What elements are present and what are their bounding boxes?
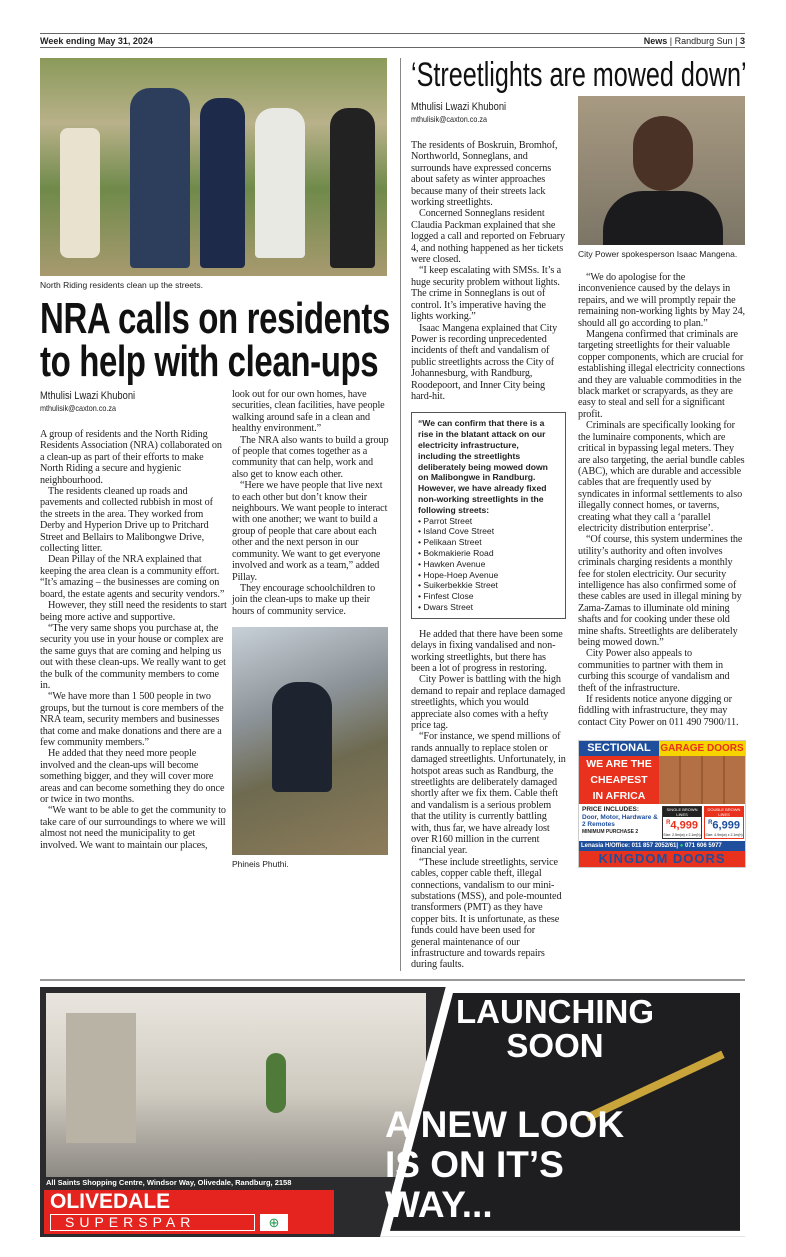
shirt xyxy=(603,191,723,245)
article-column xyxy=(578,272,745,728)
face xyxy=(633,116,693,191)
person-figure xyxy=(272,682,332,792)
paragraph: He added that they need more people involved and the clean-ups will become something bigger, and they will cover more areas and can become something they do once or twice in two months. xyxy=(40,748,225,805)
person-figure xyxy=(130,88,190,268)
page-number: 3 xyxy=(739,35,745,46)
headline-line: to help with clean-ups xyxy=(40,337,379,386)
garage-door-image xyxy=(659,756,745,804)
photo-caption: Phineis Phuthi. xyxy=(232,859,289,870)
street-item: • Parrot Street xyxy=(418,516,559,527)
paragraph: The residents of Boskruin, Bromhof, Northworld, Sonneglans, and surrounds have expressed concerns about safety as winter approaches because many of their streets lack working streetlights. xyxy=(411,140,558,209)
street-item: • Finfest Close xyxy=(418,591,559,602)
person-figure xyxy=(330,108,375,268)
author-email[interactable]: mthulisik@caxton.co.za xyxy=(40,403,117,413)
author-name: Mthulisi Lwazi Khuboni xyxy=(40,390,136,402)
paragraph: Concerned Sonneglans resident Claudia Packman explained that she logged a call and reported on February 4, and nothing happened as her tickets were closed. xyxy=(411,208,566,266)
double-price-box: DOUBLE BROWN LINES $^R$6,999 Size: 4.9m(w) x 2.1m(h) xyxy=(705,807,743,837)
ad-sectional: SECTIONAL xyxy=(579,741,659,756)
cleanup-photo xyxy=(40,58,387,276)
paragraph: look out for our own homes, have securities, clean facilities, have people walking around safe in a clean and healthy environment.” xyxy=(232,389,385,435)
left-article xyxy=(40,58,390,971)
paragraph: “The very same shops you purchase at, the security you use in your house or complex are the same guys that are coming and helping us out with these clean-ups. We really want to get the bulk of the community members to come in. xyxy=(40,622,226,691)
paragraph: A group of residents and the North Riding Residents Association (NRA) collaborated on a clean-up as part of their efforts to make North Riding a secure and hygienic neighbourhood. xyxy=(40,429,222,486)
headline xyxy=(40,294,390,386)
street-item: • Hawken Avenue xyxy=(418,559,559,570)
page-main xyxy=(40,58,745,971)
right-article xyxy=(411,58,745,971)
paragraph: “We have more than 1 500 people in two groups, but the turnout is core members of the NRA team, security members and businesses that come and make donations and there are a few community members.” xyxy=(40,691,224,748)
photo-caption: City Power spokesperson Isaac Mangena. xyxy=(578,249,738,259)
paragraph: Mangena confirmed that criminals are targeting streetlights for their valuable copper components, which are crucial for establishing illegal electricity connections and they are valuable commodities in the black market or scrapyards, as they are easy to steal and sell for a significant profit. xyxy=(578,329,745,420)
spar-tree-icon: ⊕ xyxy=(260,1214,288,1231)
ad-brand: KINGDOM DOORS xyxy=(579,851,745,867)
spar-logo-band xyxy=(44,1190,334,1234)
store-name: OLIVEDALE xyxy=(50,1189,171,1213)
launch-text: LAUNCHING SOON xyxy=(456,992,654,1064)
author-email[interactable]: mthulisik@caxton.co.za xyxy=(411,114,488,124)
paragraph: “Of course, this system undermines the utility’s authority and often involves criminals charging residents a monthly fee for stolen electricity. Our security intelligence has also confirmed some of these cables are used in illegal mining by Zama-Zamas to illuminate old mining shafts and for cooking under these old mine shafts. Streetlights are deliberately being mowed down.” xyxy=(578,534,743,648)
article-column xyxy=(232,389,390,617)
right-column-2 xyxy=(578,96,745,971)
headline-wrap xyxy=(411,58,745,92)
street-item: • Hope-Hoep Avenue xyxy=(418,570,559,581)
article-column xyxy=(411,629,566,971)
paper-name: Randburg Sun xyxy=(674,35,733,46)
right-columns xyxy=(411,96,745,971)
left-columns xyxy=(40,389,390,870)
store-address: All Saints Shopping Centre, Windsor Way, Olivedale, Randburg, 2158 xyxy=(46,1177,292,1187)
spar-brand: SUPERSPAR xyxy=(50,1214,255,1231)
headline-wrap xyxy=(40,294,390,389)
shelf xyxy=(66,1013,136,1143)
paragraph: The NRA also wants to build a group of people that comes together as a community that can help, work and also get to know each other. xyxy=(232,434,389,480)
right-column-1 xyxy=(411,100,566,971)
new-look-text: A NEW LOOK IS ON IT’S WAY... xyxy=(385,1103,625,1225)
worker-photo xyxy=(232,627,388,855)
paragraph: He added that there have been some delays in fixing vandalised and non-working streetlights, but there has been a lot of progress in restoring. xyxy=(411,628,563,674)
section-rule xyxy=(40,979,745,981)
byline xyxy=(411,100,566,128)
whatsapp-icon: ● xyxy=(679,842,684,849)
article-column xyxy=(40,429,227,851)
street-item: • Island Cove Street xyxy=(418,526,559,537)
paragraph: “I keep escalating with SMSs. It’s a huge security problem without lights. The crime in Sonneglans is out of control. It’s imperative having the lights working.” xyxy=(411,265,562,323)
paragraph: “For instance, we spend millions of rands annually to replace stolen or damaged streetlights. Unfortunately, in hotspot areas such as Randburg, the streetlights are deliberately damaged shortly after we fix them. Cable theft and vandalism is a serious problem that the utility is currently battling with, thus far, we have already lost over R160 million in the current financial year. xyxy=(411,731,566,857)
left-column-2 xyxy=(232,389,390,870)
ad-garage-doors: GARAGE DOORS xyxy=(660,743,744,755)
page-header xyxy=(40,33,745,48)
paragraph: “These include streetlights, service cables, copper cable theft, illegal connections, vandalism to our mini-substations (MSS), and pole-mounted transformers (PMT) as they have copper bits. It is unfortunate, as these funds could have been used for general maintenance of our infrastructure and towards repairs during faults. xyxy=(411,856,562,971)
street-item: • Bokmakierie Road xyxy=(418,548,559,559)
pull-quote-box xyxy=(411,412,566,618)
plant xyxy=(266,1053,286,1113)
paragraph: Isaac Mangena explained that City Power is recording unprecedented incidents of theft and vandalism of public streetlights across the City of Johannesburg, with Randburg, Roodepoort, and Inner City being hard-hit. xyxy=(411,322,558,402)
column-divider xyxy=(400,58,401,971)
street-item: • Pelikaan Street xyxy=(418,537,559,548)
street-item: • Dwars Street xyxy=(418,602,559,613)
paragraph: “We want to be able to get the community to take care of our surroundings to where we will almost not need the municipality to get involved. We want to maintain our places, xyxy=(40,805,226,851)
headline-line: NRA calls on residents xyxy=(40,294,390,343)
paragraph: “Here we have people that live next to each other but don’t know their neighbours. We want people to interact with one another; we want to build a group of people that care about each other and the next person in our community. We want to get everyone involved and work as a team,” added Pillay. xyxy=(232,480,388,583)
paragraph: If residents notice anyone digging or fiddling with infrastructure, they may contact City Power on 011 490 7900/11. xyxy=(578,694,739,728)
store-render-image xyxy=(46,993,426,1177)
person-figure xyxy=(255,108,305,258)
article-column xyxy=(411,140,566,402)
paragraph: The residents cleaned up roads and pavements and collected rubbish in most of the streets in the area. They worked from Derby and Hyperion Drive up to Pritchard Street and Bellairs to Malibongwe Drive, collecting litter. xyxy=(40,486,213,555)
left-column-1 xyxy=(40,389,227,870)
single-price-box: SINGLE BROWN LINES $^R$4,999 Size: 2.5m(w) x 2.1m(h) xyxy=(663,807,701,837)
mangena-photo xyxy=(578,96,745,245)
paragraph: “We do apologise for the inconvenience caused by the delays in repairs, and we will promptly repair the remaining non-working lights by May 24, should all go according to plan.” xyxy=(578,272,746,329)
street-item: • Suikerbekkie Street xyxy=(418,580,559,591)
author-name: Mthulisi Lwazi Khuboni xyxy=(411,101,507,113)
garage-doors-ad[interactable] xyxy=(578,740,746,868)
ad-slogan: WE ARE THE CHEAPEST IN AFRICA xyxy=(579,756,659,804)
rubbish-bag xyxy=(60,128,100,258)
olivedale-superspar-ad[interactable] xyxy=(40,987,745,1237)
ad-contact: Lenasia H/Office: 011 857 2052/61| ● 071 606 5977 xyxy=(579,841,745,851)
paragraph: City Power is battling with the high demand to repair and replace damaged streetlights, which you would appreciate also comes with a hefty price tag. xyxy=(411,674,565,731)
photo-caption: North Riding residents clean up the streets. xyxy=(40,280,204,290)
quote-text: “We can confirm that there is a rise in the blatant attack on our electricity infrastructure, including the streetlights deliberately being mowed down on Malibongwe in Randburg. However, we have already fixed non-working streetlights in the following streets: xyxy=(418,418,548,515)
page-info: News | Randburg Sun | 3 xyxy=(643,35,745,46)
paragraph: However, they still need the residents to start being more active and supportive. xyxy=(40,600,227,623)
paragraph: Dean Pillay of the NRA explained that keeping the area clean is a community effort. “It’s amazing – the businesses are coming on board, the estate agents and security vendors.” xyxy=(40,554,225,600)
byline xyxy=(40,389,227,417)
paragraph: Criminals are specifically looking for the luminaire components, which are critical in bypassing legal meters. They are also targeting, the aerial bundle cables (ABC), which are durable and accessible cables that are frequently used by syndicates in informal settlements to also illegally connect homes, or taverns, creating what they call a ‘parallel electricity distribution enterprise’. xyxy=(578,420,745,534)
issue-date: Week ending May 31, 2024 xyxy=(40,35,153,46)
paragraph: City Power also appeals to communities to partner with them in curbing this scourge of vandalism and theft of the infrastructure. xyxy=(578,648,730,694)
section-name: News xyxy=(643,35,668,46)
street-list xyxy=(418,516,559,613)
headline: ‘Streetlights are mowed down’ xyxy=(411,56,747,94)
person-figure xyxy=(200,98,245,268)
ad-includes: PRICE INCLUDES: Door, Motor, Hardware & 2 Remotes MINIMUM PURCHASE 2 xyxy=(582,806,658,835)
paragraph: They encourage schoolchildren to join the clean-ups to make up their hours of community service. xyxy=(232,582,376,617)
